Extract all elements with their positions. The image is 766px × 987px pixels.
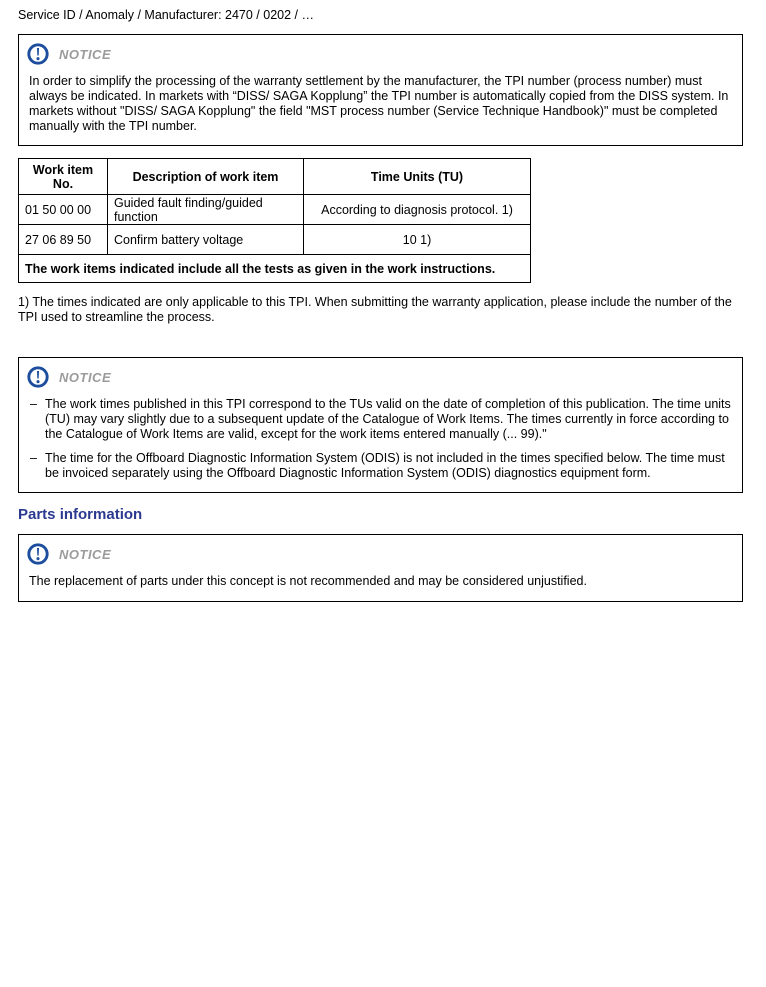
notice-box-parts [18, 534, 743, 602]
cell-time-units: According to diagnosis protocol. 1) [304, 195, 531, 225]
service-id-line: Service ID / Anomaly / Manufacturer: 2470 / 0202 / … [18, 8, 314, 22]
exclamation-circle-icon [27, 366, 49, 388]
notice-header [27, 542, 733, 565]
dash-bullet-marker [27, 397, 45, 442]
notice-label: NOTICE [59, 546, 112, 562]
table-row [19, 195, 531, 225]
cell-work-item-no: 27 06 89 50 [19, 225, 108, 255]
table-footer-row [19, 255, 531, 283]
table-row [19, 225, 531, 255]
notice-header [27, 365, 733, 388]
cell-description: Guided fault finding/guided function [108, 195, 304, 225]
notice-text: The replacement of parts under this concept is not recommended and may be considered unjustified. [29, 574, 587, 588]
exclamation-circle-icon [27, 43, 49, 65]
bullet-text: The time for the Offboard Diagnostic Information System (ODIS) is not included in the times specified below. The time must be invoiced separately using the Offboard Diagnostic Information System (ODIS) diagnostics equipment form. [45, 451, 725, 480]
notice-header [27, 42, 733, 65]
notice-bullet-list [27, 397, 733, 481]
work-items-table [18, 158, 531, 283]
list-item [27, 451, 731, 481]
footnote-1: 1) The times indicated are only applicable to this TPI. When submitting the warranty application, please include the number of the TPI used to streamline the process. [18, 295, 732, 324]
column-header-time-units: Time Units (TU) [304, 159, 531, 195]
table-header-row [19, 159, 531, 195]
bullet-text: The work times published in this TPI correspond to the TUs valid on the date of completion of this publication. The time units (TU) may vary slightly due to a subsequent update of the Catalogue of Work Items. The times currently in force according to the Catalogue of Work Items are valid, except for the work items entered manually (... 99)." [45, 397, 731, 441]
cell-description: Confirm battery voltage [108, 225, 304, 255]
exclamation-circle-icon [27, 543, 49, 565]
column-header-description: Description of work item [108, 159, 304, 195]
parts-information-heading: Parts information [18, 506, 143, 523]
notice-box-work-times [18, 357, 743, 493]
notice-label: NOTICE [59, 46, 112, 62]
cell-time-units: 10 1) [304, 225, 531, 255]
list-item [27, 397, 731, 442]
cell-work-item-no: 01 50 00 00 [19, 195, 108, 225]
notice-text: In order to simplify the processing of the warranty settlement by the manufacturer, the TPI number (process number) must always be indicated. In markets with “DISS/ SAGA Kopplung” the TPI number is automatically copied from the DISS system. In markets without "DISS/ SAGA Kopplung" the field "MST process number (Service Technique Handbook)" must be completed manually with the TPI number. [29, 74, 729, 133]
notice-box-warranty [18, 34, 743, 146]
table-footer-note: The work items indicated include all the tests as given in the work instructions. [19, 255, 531, 283]
notice-label: NOTICE [59, 369, 112, 385]
column-header-work-item-no: Work item No. [19, 159, 108, 195]
dash-bullet-marker [27, 451, 45, 481]
